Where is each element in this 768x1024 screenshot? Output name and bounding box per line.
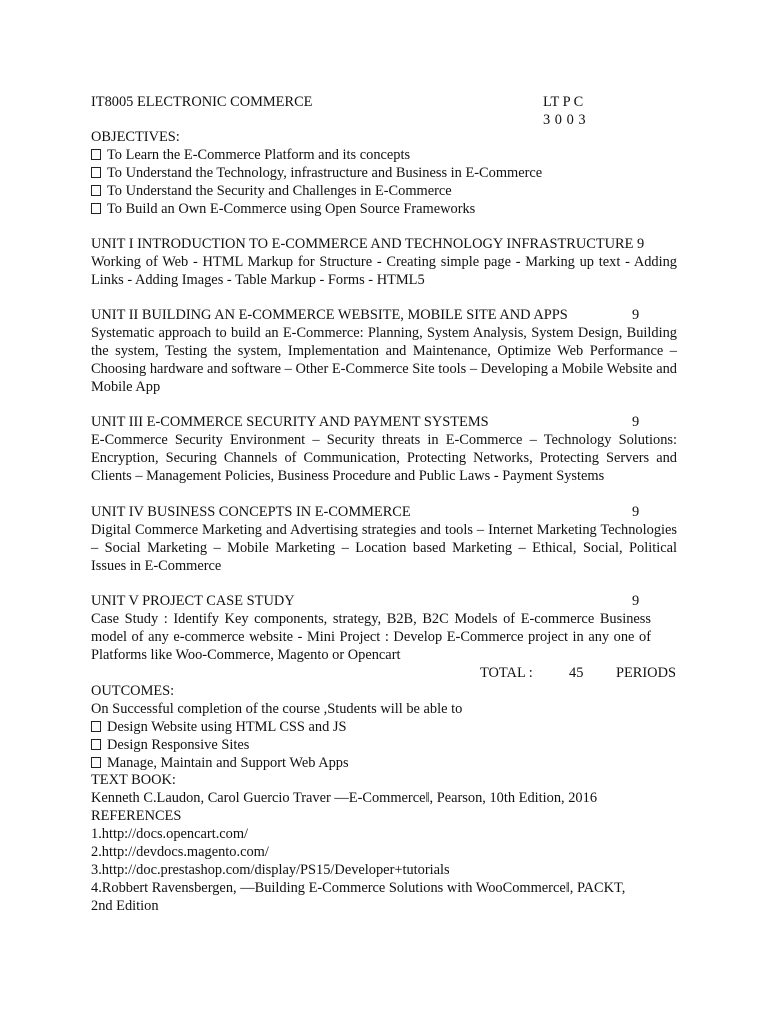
unit-body: Digital Commerce Marketing and Advertising strategies and tools – Internet Marketing Technologies – Social Marketing – Mobile Marketing – Location based Marketing – Ethical, Social, Political Issues in E-Commerce bbox=[91, 522, 677, 574]
text-book-entry: Kenneth C.Laudon, Carol Guercio Traver ―E-Commerce‖, Pearson, 10th Edition, 2016 bbox=[91, 790, 598, 806]
outcome-item: Design Website using HTML CSS and JS bbox=[91, 719, 347, 737]
objective-item: To Learn the E-Commerce Platform and its concepts bbox=[91, 147, 410, 165]
unit-body: Case Study : Identify Key components, strategy, B2B, B2C Models of E-commerce Business model of any e-commerce website - Mini Project : Develop E-Commerce project in any one of Platforms like Woo-Commerce, Magento or Opencart bbox=[91, 611, 651, 663]
course-title: IT8005 ELECTRONIC COMMERCE bbox=[91, 94, 313, 110]
outcomes-heading: OUTCOMES: bbox=[91, 683, 175, 699]
outcomes-intro: On Successful completion of the course ,Students will be able to bbox=[91, 701, 463, 717]
unit-title: UNIT IV BUSINESS CONCEPTS IN E-COMMERCE bbox=[91, 504, 411, 520]
unit-title: UNIT II BUILDING AN E-COMMERCE WEBSITE, MOBILE SITE AND APPS bbox=[91, 307, 568, 323]
unit-periods: 9 bbox=[632, 504, 640, 520]
total-unit: PERIODS bbox=[616, 665, 676, 681]
total-label: TOTAL : bbox=[480, 665, 533, 681]
bullet-box-icon bbox=[91, 203, 101, 214]
bullet-box-icon bbox=[91, 721, 101, 732]
unit-body: Systematic approach to build an E-Commerce: Planning, System Analysis, System Design, Building the system, Testing the system, Implementation and Maintenance, Optimize Web Performance – Choosing hardware and software – Other E-Commerce Site tools – Developing a Mobile Website and Mobile App bbox=[91, 325, 677, 395]
bullet-box-icon bbox=[91, 757, 101, 768]
bullet-box-icon bbox=[91, 185, 101, 196]
outcome-item: Design Responsive Sites bbox=[91, 737, 249, 755]
objective-item: To Understand the Security and Challenges in E-Commerce bbox=[91, 183, 452, 201]
bullet-box-icon bbox=[91, 739, 101, 750]
reference-item: 3.http://doc.prestashop.com/display/PS15/Developer+tutorials bbox=[91, 862, 450, 878]
unit-body: Working of Web - HTML Markup for Structure - Creating simple page - Marking up text - Adding Links - Adding Images - Table Markup - Forms - HTML5 bbox=[91, 254, 677, 288]
reference-item: 1.http://docs.opencart.com/ bbox=[91, 826, 249, 842]
reference-item: 2.http://devdocs.magento.com/ bbox=[91, 844, 269, 860]
ltpc-label: LT P C bbox=[543, 94, 584, 110]
unit-title: UNIT I INTRODUCTION TO E-COMMERCE AND TECHNOLOGY INFRASTRUCTURE 9 bbox=[91, 236, 645, 252]
text-book-heading: TEXT BOOK: bbox=[91, 772, 176, 788]
bullet-box-icon bbox=[91, 149, 101, 160]
unit-periods: 9 bbox=[632, 593, 640, 609]
outcome-item: Manage, Maintain and Support Web Apps bbox=[91, 755, 349, 773]
total-value: 45 bbox=[569, 665, 584, 681]
unit-periods: 9 bbox=[632, 307, 640, 323]
objective-item: To Build an Own E-Commerce using Open Source Frameworks bbox=[91, 201, 475, 219]
unit-title: UNIT III E-COMMERCE SECURITY AND PAYMENT SYSTEMS bbox=[91, 414, 489, 430]
ltpc-values: 3 0 0 3 bbox=[543, 112, 587, 128]
unit-periods: 9 bbox=[632, 414, 640, 430]
unit-title: UNIT V PROJECT CASE STUDY bbox=[91, 593, 295, 609]
objective-item: To Understand the Technology, infrastructure and Business in E-Commerce bbox=[91, 165, 542, 183]
references-heading: REFERENCES bbox=[91, 808, 182, 824]
unit-body: E-Commerce Security Environment – Security threats in E-Commerce – Technology Solutions: Encryption, Securing Channels of Communication, Protecting Networks, Protecting Servers and Clients – Management Policies, Business Procedure and Public Laws - Payment Systems bbox=[91, 432, 677, 484]
reference-item: 2nd Edition bbox=[91, 898, 159, 914]
bullet-box-icon bbox=[91, 167, 101, 178]
reference-item: 4.Robbert Ravensbergen, ―Building E-Commerce Solutions with WooCommerce‖, PACKT, bbox=[91, 880, 626, 896]
objectives-heading: OBJECTIVES: bbox=[91, 129, 180, 145]
